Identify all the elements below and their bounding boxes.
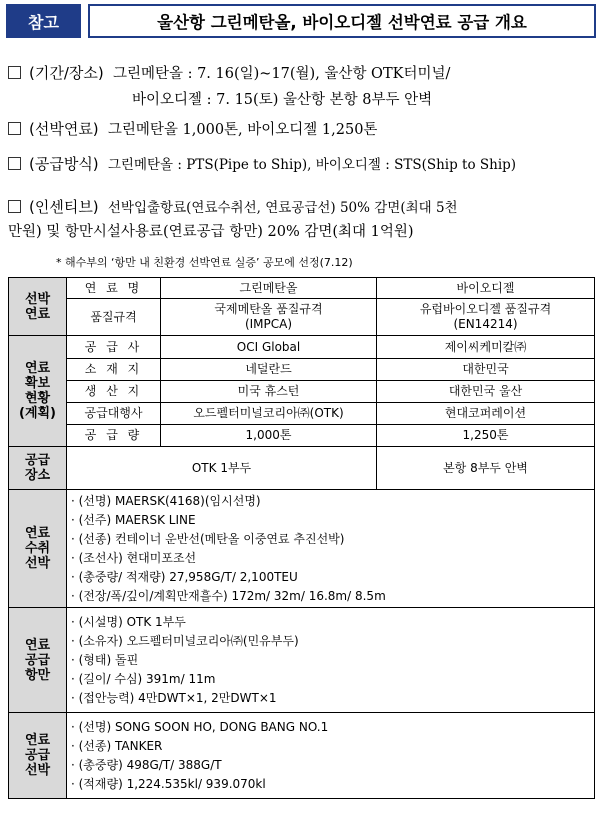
cell-biodiesel: 대한민국 [377, 359, 595, 381]
bullet-fuel [8, 118, 377, 139]
list-item: · (접안능력) 4만DWT×1, 2만DWT×1 [71, 690, 277, 705]
col-methanol: 그린메탄올 [161, 278, 377, 299]
list-item: · (선종) TANKER [71, 738, 163, 753]
spec-methanol: 국제메탄올 품질규격 (IMPCA) [161, 299, 377, 336]
bullet-incentive [8, 196, 458, 217]
receiving-ship-details [67, 490, 595, 608]
document-title: 울산항 그린메탄올, 바이오디젤 선박연료 공급 개요 [88, 4, 596, 38]
title-row [6, 4, 594, 38]
cell-methanol: 네덜란드 [161, 359, 377, 381]
list-item: · (적재량) 1,224.535kl/ 939.070kl [71, 776, 266, 791]
row-label: 공 급 량 [67, 425, 161, 447]
cell-biodiesel: 제이씨케미칼㈜ [377, 336, 595, 359]
row-label: 소 재 지 [67, 359, 161, 381]
section-header-supply-port: 연료 공급 항만 [9, 608, 67, 713]
list-item: · (선명) MAERSK(4168)(임시선명) [71, 493, 261, 508]
cell-methanol: OCI Global [161, 336, 377, 359]
bullet-label: (선박연료) [29, 120, 99, 138]
table-row [9, 381, 595, 403]
checkbox-icon [8, 200, 21, 213]
cell-methanol: 미국 휴스턴 [161, 381, 377, 403]
cell-methanol: 오드펠터미널코리아㈜(OTK) [161, 403, 377, 425]
checkbox-icon [8, 157, 21, 170]
table-row [9, 425, 595, 447]
list-item: · (길이/ 수심) 391m/ 11m [71, 671, 216, 686]
list-item: · (전장/폭/깊이/계획만재흘수) 172m/ 32m/ 16.8m/ 8.5m [71, 588, 386, 603]
table-row [9, 278, 595, 299]
bullet-text: 그린메탄올 : 7. 16(일)~17(월), 울산항 OTK터미널/ [112, 66, 451, 82]
checkbox-icon [8, 66, 21, 79]
table-row [9, 447, 595, 490]
table-row [9, 403, 595, 425]
spec-biodiesel: 유럽바이오디젤 품질규격 (EN14214) [377, 299, 595, 336]
bullet-text: 그린메탄올 1,000톤, 바이오디젤 1,250톤 [107, 122, 378, 138]
checkbox-icon [8, 122, 21, 135]
cell-methanol: 1,000톤 [161, 425, 377, 447]
table-row [9, 608, 595, 713]
list-item: · (총중량) 498G/T/ 388G/T [71, 757, 222, 772]
list-item: · (조선사) 현대미포조선 [71, 550, 197, 565]
list-item: · (시설명) OTK 1부두 [71, 614, 186, 629]
bullet-label: (기간/장소) [29, 64, 104, 82]
section-header-fuel: 선박 연료 [9, 278, 67, 336]
table-row [9, 713, 595, 799]
section-header-receiving-ship: 연료 수취 선박 [9, 490, 67, 608]
cell-biodiesel: 대한민국 울산 [377, 381, 595, 403]
bullet-period [8, 62, 450, 83]
bullet-incentive-line2: 만원) 및 항만시설사용료(연료공급 항만) 20% 감면(최대 1억원) [8, 224, 414, 240]
bullet-label: (공급방식) [29, 155, 99, 173]
row-label: 공 급 사 [67, 336, 161, 359]
row-label: 생 산 지 [67, 381, 161, 403]
row-label: 품질규격 [67, 299, 161, 336]
table-row [9, 490, 595, 608]
cell-biodiesel: 1,250톤 [377, 425, 595, 447]
section-header-place: 공급 장소 [9, 447, 67, 490]
supply-ship-details [67, 713, 595, 799]
cell-biodiesel: 현대코퍼레이션 [377, 403, 595, 425]
list-item: · (소유자) 오드펠터미널코리아㈜(민유부두) [71, 633, 299, 648]
section-header-supply: 연료 확보 현황 (계획) [9, 336, 67, 447]
table-row [9, 336, 595, 359]
list-item: · (선주) MAERSK LINE [71, 512, 196, 527]
table-row [9, 299, 595, 336]
table-row [9, 359, 595, 381]
supply-port-details [67, 608, 595, 713]
list-item: · (선명) SONG SOON HO, DONG BANG NO.1 [71, 719, 329, 734]
list-item: · (형태) 돌핀 [71, 652, 139, 667]
bullet-text: 그린메탄올 : PTS(Pipe to Ship), 바이오디젤 : STS(Ship to Ship) [107, 157, 517, 173]
bullet-method [8, 153, 516, 174]
col-biodiesel: 바이오디젤 [377, 278, 595, 299]
row-label: 연 료 명 [67, 278, 161, 299]
bullet-period-line2: 바이오디젤 : 7. 15(토) 울산항 본항 8부두 안벽 [132, 92, 433, 108]
bullet-label: (인센티브) [29, 198, 99, 216]
list-item: · (총중량/ 적재량) 27,958G/T/ 2,100TEU [71, 569, 298, 584]
place-biodiesel: 본항 8부두 안벽 [377, 447, 595, 490]
bullet-text: 선박입출항료(연료수취선, 연료공급선) 50% 감면(최대 5천 [107, 200, 458, 216]
reference-tag: 참고 [6, 4, 81, 38]
footnote: * 해수부의 ‘항만 내 친환경 선박연료 실증’ 공모에 선정(7.12) [56, 256, 353, 269]
place-methanol: OTK 1부두 [67, 447, 377, 490]
row-label: 공급대행사 [67, 403, 161, 425]
list-item: · (선종) 컨테이너 운반선(메탄올 이중연료 추진선박) [71, 531, 345, 546]
section-header-supply-ship: 연료 공급 선박 [9, 713, 67, 799]
overview-table [8, 277, 595, 799]
